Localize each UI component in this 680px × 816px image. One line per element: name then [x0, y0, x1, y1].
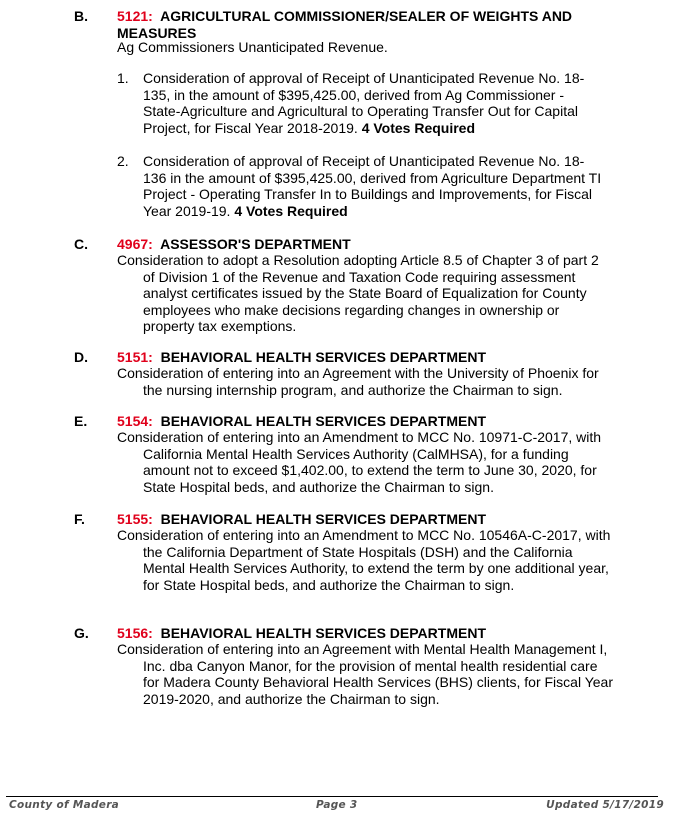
item-letter: G. — [74, 625, 89, 641]
item-letter: E. — [74, 413, 88, 429]
item-department: BEHAVIORAL HEALTH SERVICES DEPARTMENT — [160, 511, 486, 527]
votes-required: 4 Votes Required — [361, 119, 476, 136]
item-department: BEHAVIORAL HEALTH SERVICES DEPARTMENT — [160, 349, 486, 365]
item-code: 5151: — [117, 349, 153, 365]
item-department: BEHAVIORAL HEALTH SERVICES DEPARTMENT — [160, 625, 486, 641]
item-code: 5154: — [117, 413, 153, 429]
sub-item-text: Consideration of approval of Receipt of Unanticipated Revenue No. 18-136 in the amount of $395,425.00, derived from Agriculture Department TI Project - Operating Transfer In to Buildings and Improvements, for Fiscal Year 2019-19. 4 Votes Required — [143, 153, 602, 219]
item-description: Consideration of entering into an Agreement with Mental Health Management I, Inc. dba Canyon Manor, for the provision of mental health residential care for Madera County Behavioral Health Services (BHS) clients, for Fiscal Year 2019-2020, and authorize the Chairman to sign. — [117, 641, 613, 707]
footer-page-number: Page 3 — [316, 799, 358, 811]
item-heading — [117, 236, 637, 253]
item-department: BEHAVIORAL HEALTH SERVICES DEPARTMENT — [160, 413, 486, 429]
item-code: 5121: — [117, 8, 153, 24]
item-heading — [117, 349, 637, 366]
item-description: Consideration of entering into an Agreement with the University of Phoenix for the nursing internship program, and authorize the Chairman to sign. — [117, 365, 599, 398]
item-description: Consideration of entering into an Amendment to MCC No. 10546A-C-2017, with the California Department of State Hospitals (DSH) and the California Mental Health Services Authority, to extend the term by one additional year, for State Hospital beds, and authorize the Chairman to sign. — [117, 527, 611, 593]
sub-item-text: Consideration of approval of Receipt of Unanticipated Revenue No. 18-135, in the amount of $395,425.00, derived from Ag Commissioner - State-Agriculture and Agricultural to Operating Transfer Out for Capital Project, for Fiscal Year 2018-2019. 4 Votes Required — [143, 70, 585, 136]
item-code: 4967: — [117, 236, 153, 252]
item-letter: D. — [74, 349, 88, 365]
footer-county: County of Madera — [9, 799, 120, 811]
item-code: 5155: — [117, 511, 153, 527]
item-letter: B. — [74, 8, 88, 24]
item-letter: F. — [74, 511, 85, 527]
item-letter: C. — [74, 236, 88, 252]
item-description: Consideration to adopt a Resolution adopting Article 8.5 of Chapter 3 of part 2 of Division 1 of the Revenue and Taxation Code requiring assessment analyst certificates issued by the State Board of Equalization for County employees who make decisions regarding changes in ownership or property tax exemptions. — [117, 252, 599, 335]
item-subtitle: Ag Commissioners Unanticipated Revenue. — [117, 39, 388, 55]
item-department: AGRICULTURAL COMMISSIONER/SEALER OF WEIGHTS AND MEASURES — [117, 8, 573, 41]
footer-updated-date: Updated 5/17/2019 — [546, 799, 664, 811]
footer-divider — [6, 796, 658, 797]
item-department: ASSESSOR'S DEPARTMENT — [160, 236, 351, 252]
item-heading — [117, 8, 637, 41]
votes-required: 4 Votes Required — [234, 202, 348, 219]
item-heading — [117, 413, 637, 430]
sub-item-number: 2. — [117, 153, 129, 169]
sub-item-number: 1. — [117, 70, 129, 86]
item-heading — [117, 511, 637, 528]
item-description: Consideration of entering into an Amendment to MCC No. 10971-C-2017, with California Mental Health Services Authority (CalMHSA), for a funding amount not to exceed $1,402.00, to extend the term to June 30, 2020, for State Hospital beds, and authorize the Chairman to sign. — [117, 429, 602, 495]
item-code: 5156: — [117, 625, 153, 641]
item-heading — [117, 625, 637, 642]
